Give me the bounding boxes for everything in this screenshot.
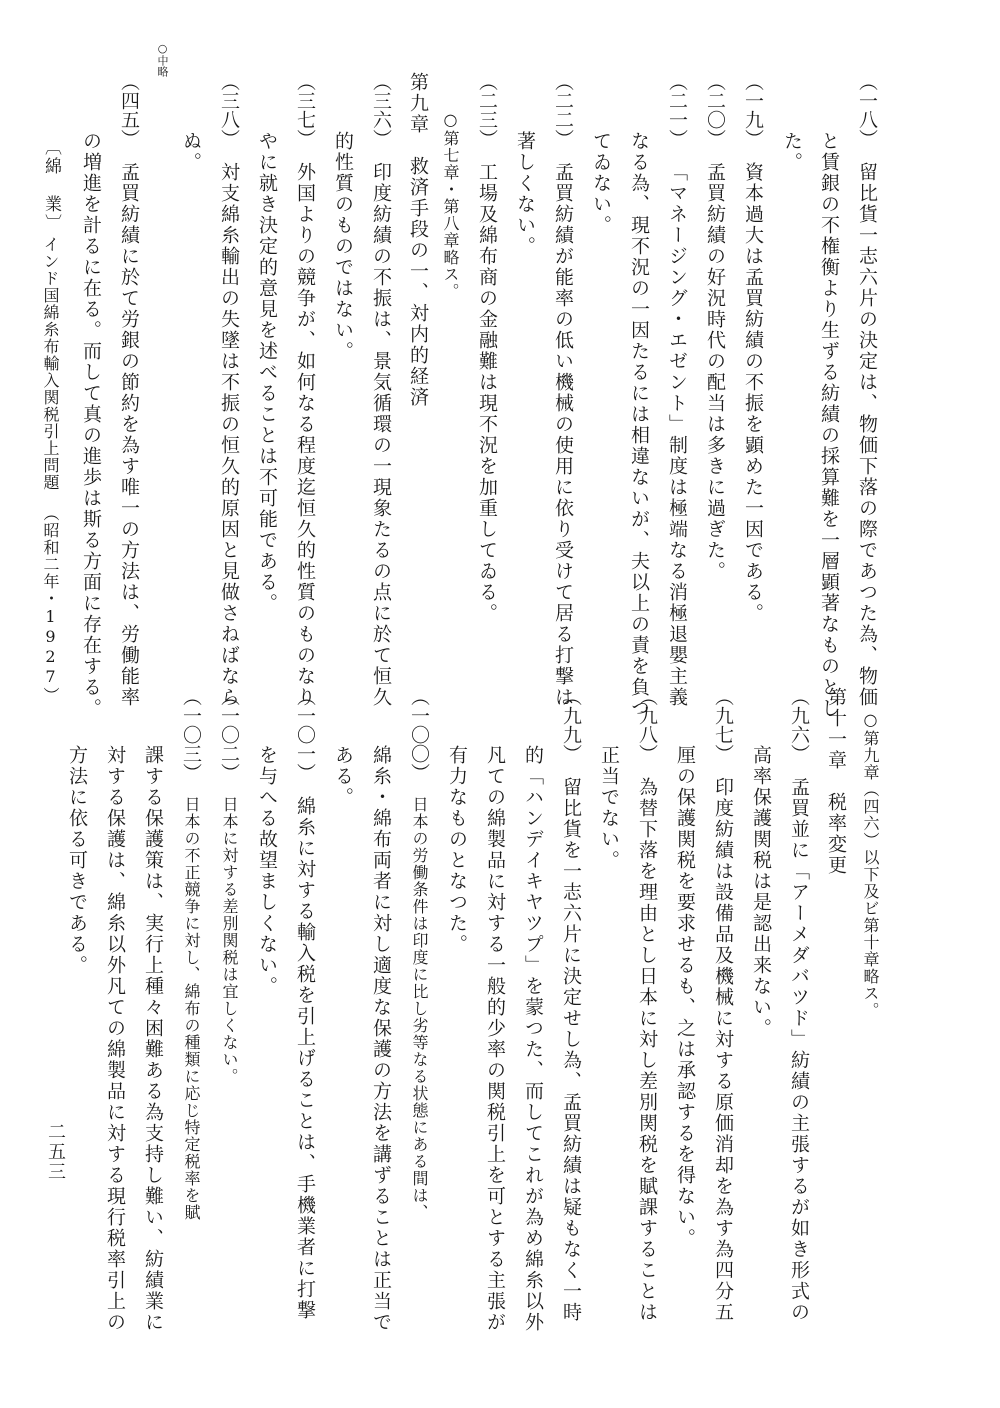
- upper-para-18-line1: （一八）留比貨一志六片の決定は、物価下落の際であつた為、物価: [856, 72, 878, 708]
- upper-para-38-line2: ぬ。: [180, 131, 202, 173]
- lower-para-100-line3: ある。: [332, 745, 354, 808]
- omission-note-chapters-7-8: ○第七章・第八章略ス。: [441, 110, 460, 300]
- lower-para-99-line3: 凡ての綿製品に対する一般的少率の関税引上を可とする主張が: [484, 745, 506, 1333]
- lower-para-101-line2: を与へる故望ましくない。: [256, 745, 278, 997]
- omission-note-middle: ○中略: [156, 42, 169, 77]
- upper-para-18-line3: た。: [781, 131, 803, 173]
- lower-para-97-line2: 厘の保護関税を要求せるも、之は承認するを得ない。: [674, 745, 696, 1249]
- running-title-year: （昭和二年・1927）: [41, 505, 60, 704]
- running-title-left: 〔綿 業〕: [41, 138, 61, 233]
- upper-para-45-line1: （四五）孟買紡績に於て労銀の節約を為す唯一の方法は、労働能率: [118, 72, 140, 708]
- upper-para-21-line3: てゐない。: [590, 131, 612, 236]
- omission-note-chapter-9-10: ○第九章（四六）以下及ビ第十章略ス。: [861, 710, 880, 1019]
- para-number: （一八）: [856, 72, 878, 148]
- lower-para-103-line3: 対する保護は、綿糸以外凡ての綿製品に対する現行税率引上の: [104, 745, 126, 1333]
- lower-para-101-line1: （一〇一）綿糸に対する輸入税を引上げることは、手機業者に打撃: [294, 687, 316, 1321]
- upper-para-37-line1: （三七）外国よりの競争が、如何なる程度迄恒久的性質のものなり: [294, 72, 316, 708]
- lower-para-96-line2: 高率保護関税は是認出来ない。: [750, 745, 772, 1039]
- lower-para-97-line1: （九七）印度紡績は設備品及機械に対する原価消却を為す為四分五: [712, 687, 734, 1323]
- upper-para-38-line1: （三八）対支綿糸輸出の失墜は不振の恒久的原因と見做さねばなら: [218, 72, 240, 708]
- upper-para-21-line1: （二一）「マネージング・エゼント」制度は極端なる消極退嬰主義: [666, 72, 688, 708]
- lower-para-100-line2: 綿糸・綿布両者に対し適度な保護の方法を講ずることは正当で: [370, 745, 392, 1333]
- upper-para-45-line2: の増進を計るに在る。而して真の進歩は斯る方面に存在する。: [80, 131, 102, 719]
- lower-para-98-line2: 正当でない。: [598, 745, 620, 871]
- upper-para-18-line2: と賃銀の不権衡より生ずる紡績の採算難を一層顕著なものとし: [818, 131, 840, 719]
- upper-para-20: （二〇）孟買紡績の好況時代の配当は多きに過ぎた。: [704, 72, 726, 582]
- lower-para-103-line2: 課する保護策は、実行上種々困難ある為支持し難い、紡績業に: [142, 745, 164, 1333]
- chapter-11-heading: 第十一章 税率変更: [825, 687, 847, 876]
- chapter-9-heading: 第九章 救済手段の一、対内的経済: [407, 72, 429, 408]
- upper-para-37-line2: やに就き決定的意見を述べることは不可能である。: [256, 131, 278, 614]
- lower-para-98-line1: （九八）為替下落を理由とし日本に対し差別関税を賦課することは: [636, 687, 658, 1323]
- upper-para-22-line1: （二二）孟買紡績が能率の低い機械の使用に依り受けて居る打撃は: [552, 72, 574, 708]
- lower-para-102: （一〇二）日本に対する差別関税は宜しくない。: [218, 687, 240, 1085]
- upper-para-22-line2: 著しくない。: [514, 131, 536, 257]
- lower-para-103-line4: 方法に依る可きである。: [66, 745, 88, 976]
- lower-para-99-line1: （九九）留比貨を一志六片に決定せし為、孟買紡績は疑もなく一時: [560, 687, 582, 1323]
- lower-para-96-line1: （九六）孟買並に「アーメダバツド」紡績の主張するが如き形式の: [788, 687, 810, 1323]
- lower-para-100-line1: （一〇〇）日本の労働条件は印度に比し劣等なる状態にある間は、: [408, 687, 430, 1221]
- running-title: インド国綿糸布輸入関税引上問題: [41, 236, 60, 491]
- lower-para-99-line2: 的「ハンデイキヤツプ」を蒙つた、而してこれが為め綿糸以外: [522, 745, 544, 1333]
- upper-para-36-line2: 的性質のものではない。: [332, 131, 354, 362]
- lower-para-103-line1: （一〇三）日本の不正競争に対し、綿布の種類に応じ特定税率を賦: [180, 687, 202, 1221]
- upper-para-19: （一九）資本過大は孟買紡績の不振を顕めた一因である。: [742, 72, 764, 624]
- lower-para-99-line4: 有力なものとなつた。: [446, 745, 468, 955]
- upper-para-23: （二三）工場及綿布商の金融難は現不況を加重してゐる。: [476, 72, 498, 624]
- page-number: 二五三: [45, 1122, 66, 1182]
- upper-para-36-line1: （三六）印度紡績の不振は、景気循環の一現象たるの点に於て恒久: [370, 72, 392, 708]
- upper-para-21-line2: なる為、現不況の一因たるには相違ないが、夫以上の責を負つ: [628, 131, 650, 719]
